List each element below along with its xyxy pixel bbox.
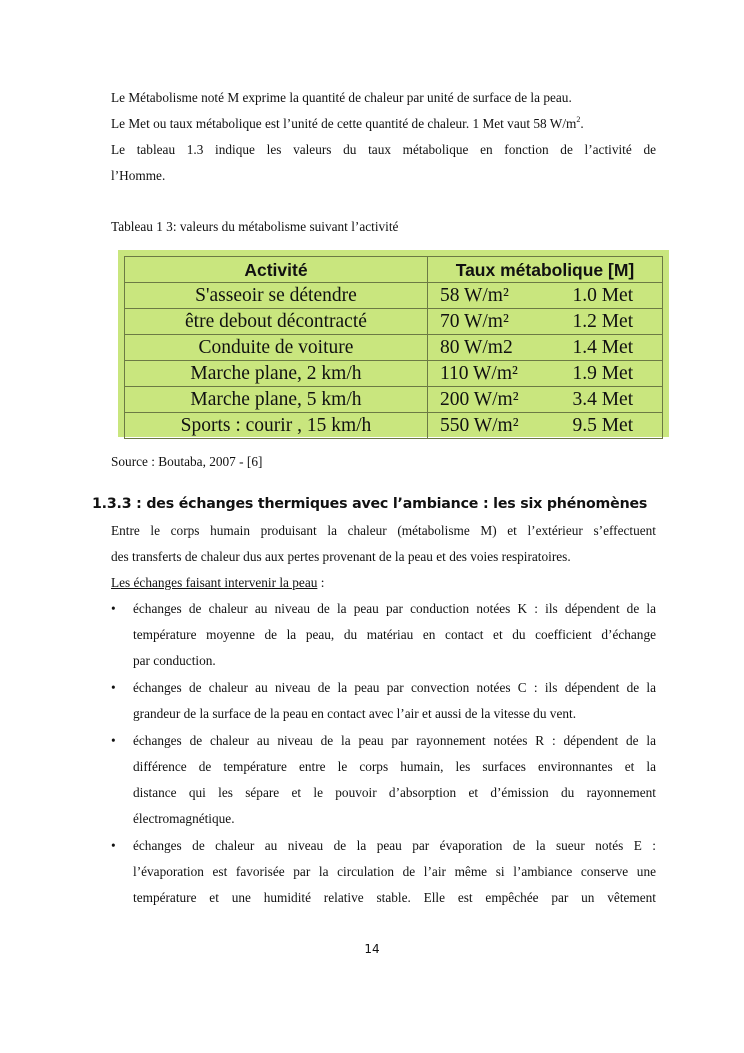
bullet-3-line-3: distance qui les sépare et le pouvoir d’absorption et d’émission du rayonnement [133,785,656,800]
page-number: 14 [364,942,380,956]
metabolism-table-image [118,250,669,437]
section-heading: 1.3.3 : des échanges thermiques avec l’ambiance : les six phénomènes [92,496,648,512]
intro-line-1: Le Métabolisme noté M exprime la quantité de chaleur par unité de surface de la peau. [111,90,572,105]
para-subheading-underlined: Les échanges faisant intervenir la peau [111,575,318,590]
para-subheading [111,570,656,596]
bullet-1-line-2: température moyenne de la peau, du matériau en contact et du coefficient d’échange [133,627,656,642]
cell-activity: S'asseoir se détendre [125,283,428,309]
para-subheading-rest: : [317,575,325,590]
intro-line-2 [111,111,656,137]
table-row [125,309,663,335]
intro-line-2-end: . [580,116,584,131]
bullet-4-line-1: échanges de chaleur au niveau de la peau par évaporation de la sueur notés E : [133,838,656,853]
cell-activity: Marche plane, 2 km/h [125,361,428,387]
header-activity: Activité [125,257,428,283]
bullet-1-line-3: par conduction. [133,653,216,668]
cell-activity: Sports : courir , 15 km/h [125,413,428,439]
bullet-marker: • [111,733,116,748]
bullet-marker: • [111,601,116,616]
table-row [125,335,663,361]
table-row [125,387,663,413]
cell-wm2: 200 W/m² [427,387,543,413]
bullet-marker: • [111,838,116,853]
cell-wm2: 110 W/m² [427,361,543,387]
bullet-2-line-1: échanges de chaleur au niveau de la peau par convection notées C : ils dépendent de la [133,680,656,695]
intro-line-3: Le tableau 1.3 indique les valeurs du taux métabolique en fonction de l’activité de [111,142,656,157]
header-taux: Taux métabolique [M] [427,257,662,283]
cell-met: 1.2 Met [544,309,663,335]
table-row [125,361,663,387]
bullet-marker: • [111,680,116,695]
bullet-1-line-1: échanges de chaleur au niveau de la peau par conduction notées K : ils dépendent de la [133,601,656,616]
para-line-1: Entre le corps humain produisant la chaleur (métabolisme M) et l’extérieur s’effectuent [111,523,656,538]
bullet-4-line-3: température et une humidité relative stable. Elle est empêchée par un vêtement [133,890,656,905]
bullet-4-line-2: l’évaporation est favorisée par la circulation de l’air même si l’ambiance conserve une [133,864,656,879]
cell-met: 1.4 Met [544,335,663,361]
cell-met: 1.9 Met [544,361,663,387]
table-source: Source : Boutaba, 2007 - [6] [111,454,263,469]
cell-wm2: 80 W/m2 [427,335,543,361]
metabolism-table [124,256,663,439]
table-row [125,283,663,309]
table-header-row [125,257,663,283]
intro-line-2-text: Le Met ou taux métabolique est l’unité de cette quantité de chaleur. 1 Met vaut 58 W/m [111,116,577,131]
cell-wm2: 550 W/m² [427,413,543,439]
cell-activity: Conduite de voiture [125,335,428,361]
cell-met: 3.4 Met [544,387,663,413]
cell-wm2: 70 W/m² [427,309,543,335]
bullet-3-line-2: différence de température entre le corps humain, les surfaces environnantes et la [133,759,656,774]
cell-activity: être debout décontracté [125,309,428,335]
intro-line-4: l’Homme. [111,168,166,183]
table-row [125,413,663,439]
cell-activity: Marche plane, 5 km/h [125,387,428,413]
para-line-2: des transferts de chaleur dus aux pertes provenant de la peau et des voies respiratoires. [111,549,571,564]
cell-wm2: 58 W/m² [427,283,543,309]
table-caption: Tableau 1 3: valeurs du métabolisme suivant l’activité [111,219,399,234]
bullet-3-line-1: échanges de chaleur au niveau de la peau par rayonnement notées R : dépendent de la [133,733,656,748]
cell-met: 9.5 Met [544,413,663,439]
bullet-2-line-2: grandeur de la surface de la peau en contact avec l’air et aussi de la vitesse du vent. [133,706,577,721]
intro-line-2-superscript: 2 [576,114,581,124]
cell-met: 1.0 Met [544,283,663,309]
bullet-3-line-4: électromagnétique. [133,811,235,826]
